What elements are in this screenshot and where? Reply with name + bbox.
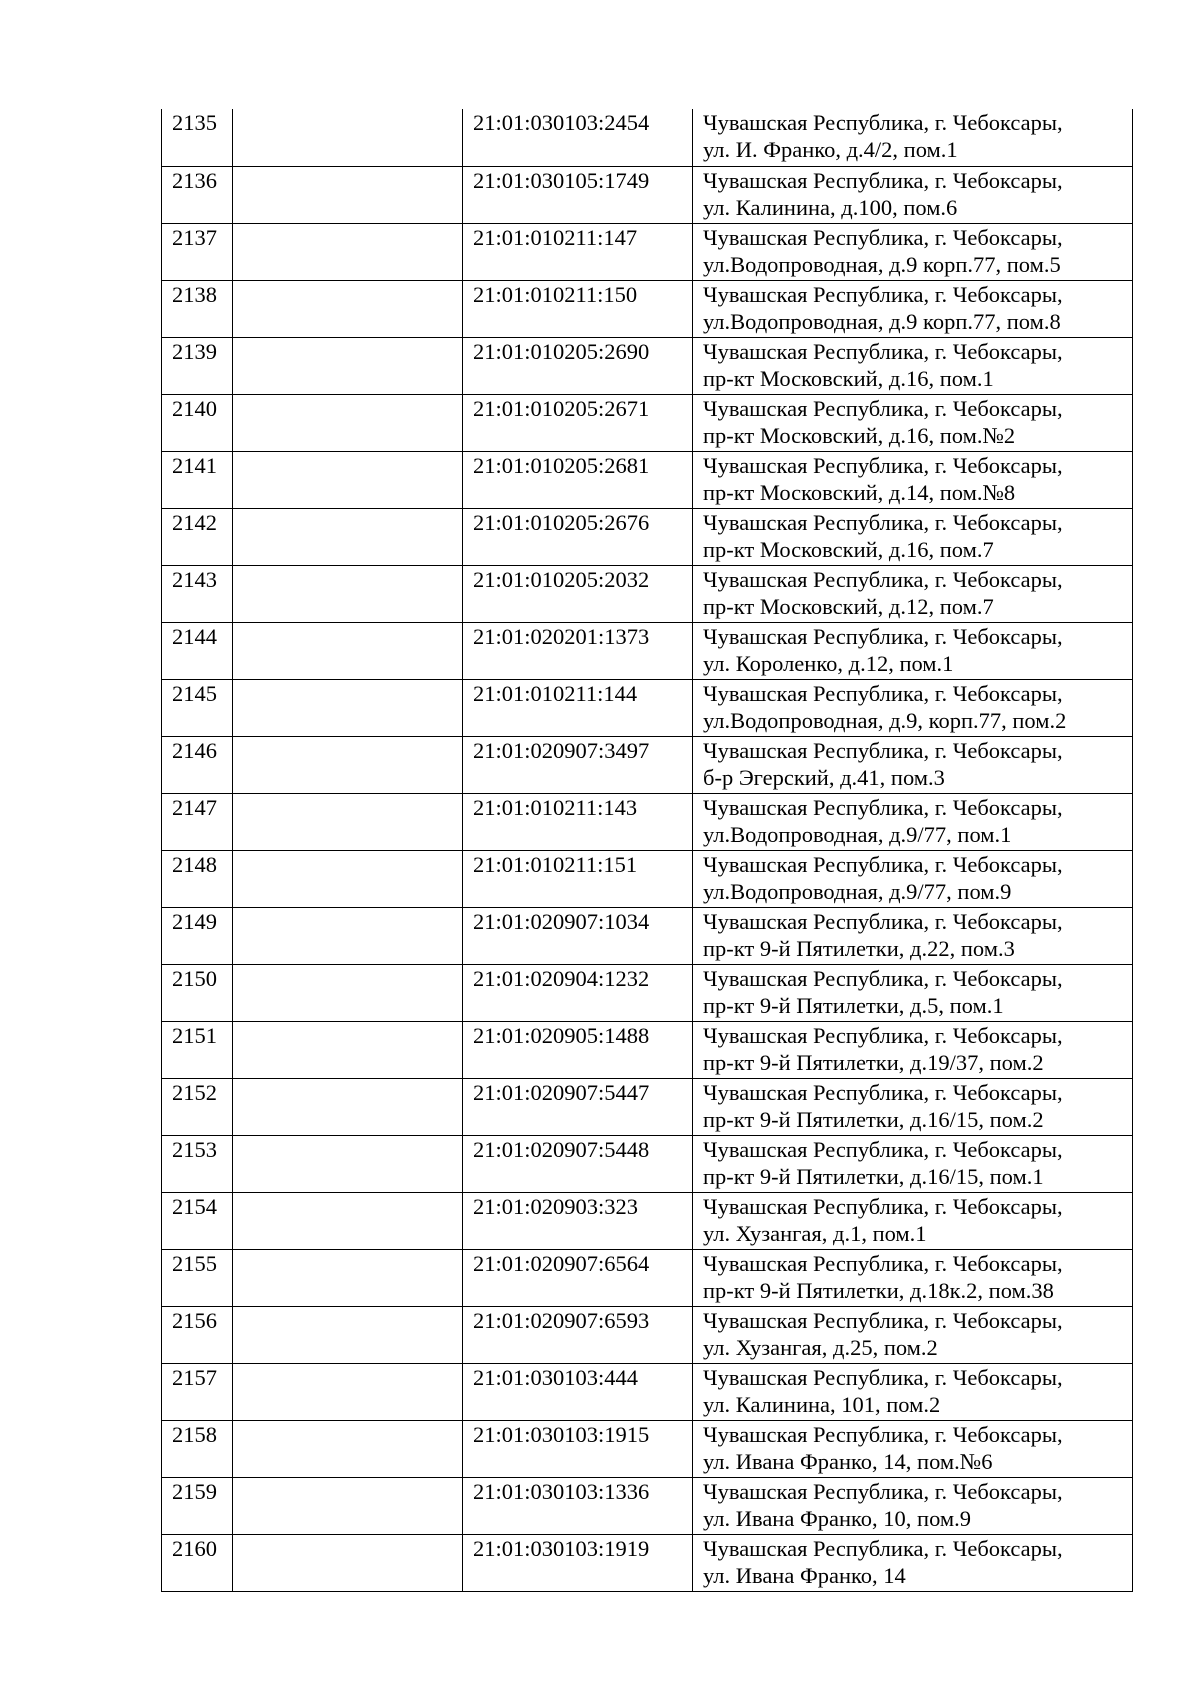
address-line-region: Чувашская Республика, г. Чебоксары,	[703, 680, 1063, 706]
table-row	[162, 394, 1133, 451]
table-row	[162, 1477, 1133, 1534]
address-line-street: ул. И. Франко, д.4/2, пом.1	[703, 137, 958, 162]
row-number-cell: 2136	[162, 166, 233, 223]
address-line-street: пр-кт Московский, д.12, пом.7	[703, 593, 994, 619]
row-number-cell: 2146	[162, 736, 233, 793]
address-line-region: Чувашская Республика, г. Чебоксары,	[703, 908, 1063, 934]
address-line-street: ул. Калинина, 101, пом.2	[703, 1391, 941, 1417]
owner-cell	[233, 1249, 463, 1306]
owner-cell	[233, 964, 463, 1021]
cadastral-number-cell: 21:01:010205:2032	[463, 565, 693, 622]
address-line-street: пр-кт Московский, д.16, пом.1	[703, 365, 994, 391]
owner-cell	[233, 394, 463, 451]
address-line-street: ул.Водопроводная, д.9, корп.77, пом.2	[703, 707, 1067, 733]
address-line-street: пр-кт 9-й Пятилетки, д.19/37, пом.2	[703, 1049, 1044, 1075]
address-line-region: Чувашская Республика, г. Чебоксары,	[703, 1250, 1063, 1276]
table-row	[162, 451, 1133, 508]
table-row	[162, 907, 1133, 964]
table-row	[162, 1192, 1133, 1249]
address-line-region: Чувашская Республика, г. Чебоксары,	[703, 1478, 1063, 1504]
address-cell	[693, 1477, 1133, 1534]
address-line-region: Чувашская Республика, г. Чебоксары,	[703, 509, 1063, 535]
address-line-street: ул. Короленко, д.12, пом.1	[703, 650, 954, 676]
address-cell	[693, 337, 1133, 394]
owner-cell	[233, 850, 463, 907]
row-number-cell: 2155	[162, 1249, 233, 1306]
cadastral-number-cell: 21:01:020903:323	[463, 1192, 693, 1249]
address-line-region: Чувашская Республика, г. Чебоксары,	[703, 110, 1063, 135]
table-row	[162, 1306, 1133, 1363]
row-number-cell: 2141	[162, 451, 233, 508]
address-cell	[693, 793, 1133, 850]
address-line-street: ул.Водопроводная, д.9/77, пом.9	[703, 878, 1012, 904]
address-line-region: Чувашская Республика, г. Чебоксары,	[703, 338, 1063, 364]
table-row	[162, 679, 1133, 736]
table-row	[162, 1363, 1133, 1420]
address-cell	[693, 166, 1133, 223]
owner-cell	[233, 1021, 463, 1078]
cadastral-number-cell: 21:01:010205:2681	[463, 451, 693, 508]
address-line-region: Чувашская Республика, г. Чебоксары,	[703, 566, 1063, 592]
address-cell	[693, 1021, 1133, 1078]
address-line-street: ул.Водопроводная, д.9 корп.77, пом.8	[703, 308, 1061, 334]
row-number-cell: 2135	[162, 109, 233, 166]
owner-cell	[233, 451, 463, 508]
address-cell	[693, 964, 1133, 1021]
row-number-cell: 2154	[162, 1192, 233, 1249]
address-cell	[693, 109, 1133, 166]
row-number-cell: 2157	[162, 1363, 233, 1420]
table-row	[162, 736, 1133, 793]
cadastral-number-cell: 21:01:010205:2676	[463, 508, 693, 565]
row-number-cell: 2152	[162, 1078, 233, 1135]
cadastral-number-cell: 21:01:010205:2690	[463, 337, 693, 394]
address-line-street: пр-кт 9-й Пятилетки, д.5, пом.1	[703, 992, 1004, 1018]
row-number-cell: 2159	[162, 1477, 233, 1534]
owner-cell	[233, 1363, 463, 1420]
cadastral-number-cell: 21:01:020907:6593	[463, 1306, 693, 1363]
row-number-cell: 2142	[162, 508, 233, 565]
address-line-street: ул. Хузангая, д.1, пом.1	[703, 1220, 927, 1246]
address-cell	[693, 280, 1133, 337]
cadastral-number-cell: 21:01:010211:150	[463, 280, 693, 337]
address-cell	[693, 565, 1133, 622]
address-cell	[693, 736, 1133, 793]
address-cell	[693, 508, 1133, 565]
address-line-region: Чувашская Республика, г. Чебоксары,	[703, 1364, 1063, 1390]
address-cell	[693, 223, 1133, 280]
row-number-cell: 2147	[162, 793, 233, 850]
cadastral-number-cell: 21:01:020907:5447	[463, 1078, 693, 1135]
cadastral-number-cell: 21:01:030103:1919	[463, 1534, 693, 1591]
address-line-street: пр-кт Московский, д.16, пом.7	[703, 536, 994, 562]
table-row	[162, 622, 1133, 679]
table-row	[162, 1249, 1133, 1306]
cadastral-number-cell: 21:01:010211:151	[463, 850, 693, 907]
address-line-street: ул. Ивана Франко, 10, пом.9	[703, 1505, 972, 1531]
row-number-cell: 2156	[162, 1306, 233, 1363]
address-line-region: Чувашская Республика, г. Чебоксары,	[703, 623, 1063, 649]
owner-cell	[233, 508, 463, 565]
row-number-cell: 2158	[162, 1420, 233, 1477]
table-row	[162, 508, 1133, 565]
owner-cell	[233, 565, 463, 622]
cadastral-number-cell: 21:01:020905:1488	[463, 1021, 693, 1078]
row-number-cell: 2153	[162, 1135, 233, 1192]
table-row	[162, 850, 1133, 907]
address-cell	[693, 850, 1133, 907]
address-line-street: пр-кт Московский, д.14, пом.№8	[703, 479, 1016, 505]
row-number-cell: 2145	[162, 679, 233, 736]
address-line-street: пр-кт 9-й Пятилетки, д.16/15, пом.2	[703, 1106, 1044, 1132]
address-line-street: ул.Водопроводная, д.9/77, пом.1	[703, 821, 1012, 847]
address-line-street: ул. Ивана Франко, 14	[703, 1562, 906, 1588]
table-row	[162, 793, 1133, 850]
address-cell	[693, 1306, 1133, 1363]
address-cell	[693, 394, 1133, 451]
owner-cell	[233, 337, 463, 394]
address-line-street: ул. Хузангая, д.25, пом.2	[703, 1334, 938, 1360]
cadastral-number-cell: 21:01:010211:147	[463, 223, 693, 280]
row-number-cell: 2151	[162, 1021, 233, 1078]
registry-table-body	[162, 109, 1133, 1591]
address-line-region: Чувашская Республика, г. Чебоксары,	[703, 737, 1063, 763]
table-row	[162, 1135, 1133, 1192]
address-line-street: пр-кт 9-й Пятилетки, д.18к.2, пом.38	[703, 1277, 1054, 1303]
address-cell	[693, 1135, 1133, 1192]
address-line-region: Чувашская Республика, г. Чебоксары,	[703, 1307, 1063, 1333]
cadastral-number-cell: 21:01:030103:444	[463, 1363, 693, 1420]
table-row	[162, 1078, 1133, 1135]
row-number-cell: 2160	[162, 1534, 233, 1591]
owner-cell	[233, 280, 463, 337]
table-row	[162, 1420, 1133, 1477]
table-row	[162, 337, 1133, 394]
cadastral-number-cell: 21:01:020904:1232	[463, 964, 693, 1021]
address-line-region: Чувашская Республика, г. Чебоксары,	[703, 851, 1063, 877]
owner-cell	[233, 793, 463, 850]
cadastral-number-cell: 21:01:030103:1336	[463, 1477, 693, 1534]
address-line-region: Чувашская Республика, г. Чебоксары,	[703, 395, 1063, 421]
table-row	[162, 1534, 1133, 1591]
address-cell	[693, 1192, 1133, 1249]
row-number-cell: 2150	[162, 964, 233, 1021]
owner-cell	[233, 907, 463, 964]
cadastral-number-cell: 21:01:020907:3497	[463, 736, 693, 793]
cadastral-number-cell: 21:01:010211:143	[463, 793, 693, 850]
address-cell	[693, 679, 1133, 736]
address-cell	[693, 907, 1133, 964]
cadastral-number-cell: 21:01:020201:1373	[463, 622, 693, 679]
property-registry-table	[161, 109, 1133, 1592]
table-row	[162, 223, 1133, 280]
table-row	[162, 166, 1133, 223]
address-line-region: Чувашская Республика, г. Чебоксары,	[703, 452, 1063, 478]
owner-cell	[233, 1135, 463, 1192]
owner-cell	[233, 166, 463, 223]
owner-cell	[233, 622, 463, 679]
row-number-cell: 2144	[162, 622, 233, 679]
owner-cell	[233, 1192, 463, 1249]
address-cell	[693, 1363, 1133, 1420]
owner-cell	[233, 679, 463, 736]
address-line-region: Чувашская Республика, г. Чебоксары,	[703, 1535, 1063, 1561]
address-cell	[693, 1420, 1133, 1477]
address-line-street: б-р Эгерский, д.41, пом.3	[703, 764, 945, 790]
address-cell	[693, 622, 1133, 679]
address-line-region: Чувашская Республика, г. Чебоксары,	[703, 167, 1063, 193]
address-line-region: Чувашская Республика, г. Чебоксары,	[703, 1079, 1063, 1105]
address-line-region: Чувашская Республика, г. Чебоксары,	[703, 1193, 1063, 1219]
row-number-cell: 2137	[162, 223, 233, 280]
address-cell	[693, 1534, 1133, 1591]
row-number-cell: 2140	[162, 394, 233, 451]
address-line-street: ул. Ивана Франко, 14, пом.№6	[703, 1448, 993, 1474]
row-number-cell: 2139	[162, 337, 233, 394]
cadastral-number-cell: 21:01:030103:2454	[463, 109, 693, 166]
table-row	[162, 280, 1133, 337]
address-cell	[693, 451, 1133, 508]
address-line-street: ул. Калинина, д.100, пом.6	[703, 194, 958, 220]
owner-cell	[233, 1420, 463, 1477]
owner-cell	[233, 223, 463, 280]
cadastral-number-cell: 21:01:020907:5448	[463, 1135, 693, 1192]
cadastral-number-cell: 21:01:010205:2671	[463, 394, 693, 451]
owner-cell	[233, 1306, 463, 1363]
owner-cell	[233, 1534, 463, 1591]
address-line-street: ул.Водопроводная, д.9 корп.77, пом.5	[703, 251, 1061, 277]
table-row	[162, 109, 1133, 166]
address-line-region: Чувашская Республика, г. Чебоксары,	[703, 1022, 1063, 1048]
table-row	[162, 1021, 1133, 1078]
owner-cell	[233, 1477, 463, 1534]
table-row	[162, 565, 1133, 622]
address-line-region: Чувашская Республика, г. Чебоксары,	[703, 965, 1063, 991]
owner-cell	[233, 1078, 463, 1135]
address-line-region: Чувашская Республика, г. Чебоксары,	[703, 1421, 1063, 1447]
owner-cell	[233, 736, 463, 793]
owner-cell	[233, 109, 463, 166]
cadastral-number-cell: 21:01:030105:1749	[463, 166, 693, 223]
row-number-cell: 2143	[162, 565, 233, 622]
address-line-street: пр-кт 9-й Пятилетки, д.16/15, пом.1	[703, 1163, 1044, 1189]
address-line-region: Чувашская Республика, г. Чебоксары,	[703, 281, 1063, 307]
row-number-cell: 2138	[162, 280, 233, 337]
cadastral-number-cell: 21:01:030103:1915	[463, 1420, 693, 1477]
row-number-cell: 2148	[162, 850, 233, 907]
address-line-region: Чувашская Республика, г. Чебоксары,	[703, 794, 1063, 820]
address-line-street: пр-кт 9-й Пятилетки, д.22, пом.3	[703, 935, 1015, 961]
address-line-region: Чувашская Республика, г. Чебоксары,	[703, 224, 1063, 250]
cadastral-number-cell: 21:01:020907:1034	[463, 907, 693, 964]
address-cell	[693, 1078, 1133, 1135]
address-line-region: Чувашская Республика, г. Чебоксары,	[703, 1136, 1063, 1162]
cadastral-number-cell: 21:01:020907:6564	[463, 1249, 693, 1306]
table-row	[162, 964, 1133, 1021]
address-line-street: пр-кт Московский, д.16, пом.№2	[703, 422, 1016, 448]
row-number-cell: 2149	[162, 907, 233, 964]
address-cell	[693, 1249, 1133, 1306]
cadastral-number-cell: 21:01:010211:144	[463, 679, 693, 736]
